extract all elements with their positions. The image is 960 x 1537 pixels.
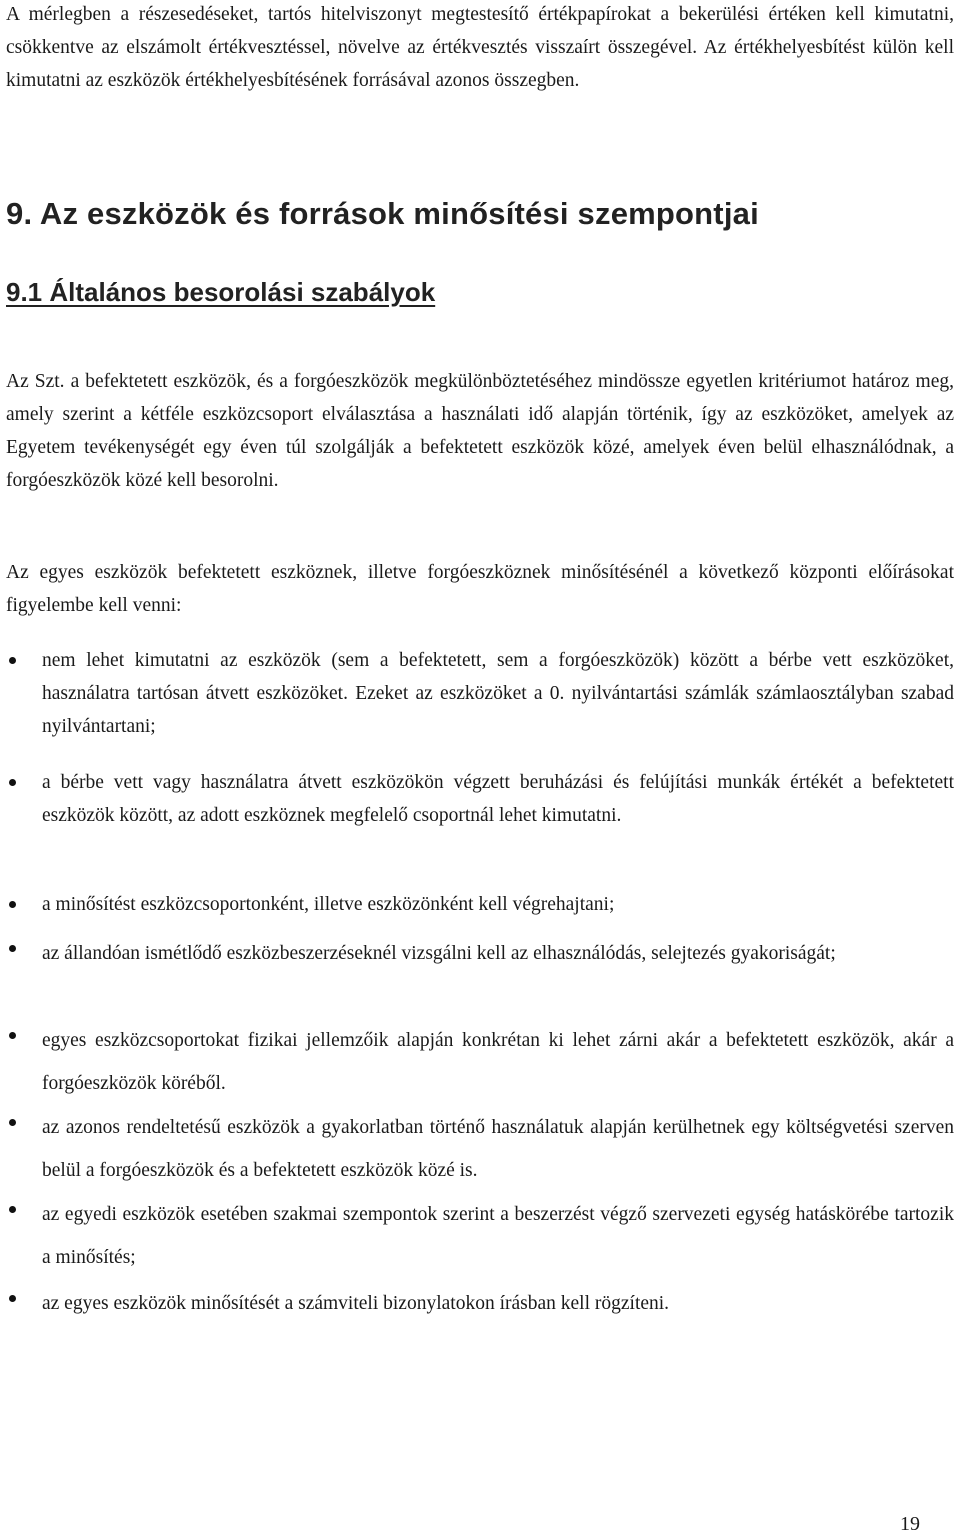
- bullet-icon: [9, 901, 16, 908]
- bullet-icon: [9, 657, 16, 664]
- list-item: [6, 1193, 954, 1279]
- list-item: [6, 1282, 954, 1325]
- intro-paragraph: A mérlegben a részesedéseket, tartós hitelviszonyt megtestesítő értékpapírokat a bekerülési értéken kell kimutatni, csökkentve az elszámolt értékvesztéssel, növelve az értékvesztés visszaírt összegével. Az értékhelyesbítést külön kell kimutatni az eszközök értékhelyesbítésének forrásával azonos összegben.: [6, 4, 954, 91]
- list-item-text: a bérbe vett vagy használatra átvett eszközökön végzett beruházási és felújítási munkák értékét a befektetett eszközök között, az adott eszköznek megfelelő csoportnál lehet kimutatni.: [42, 772, 954, 826]
- requirements-intro-paragraph: Az egyes eszközök befektetett eszköznek, illetve forgóeszköznek minősítésénél a következő központi előírásokat figyelembe kell venni:: [6, 562, 954, 616]
- list-item-text: az egyedi eszközök esetében szakmai szempontok szerint a beszerzést végző szervezeti egység hatáskörébe tartozik a minősítés;: [42, 1204, 954, 1268]
- list-item: [6, 888, 954, 921]
- list-item: [6, 932, 954, 975]
- list-item-text: az állandóan ismétlődő eszközbeszerzéseknél vizsgálni kell az elhasználódás, selejtezés gyakoriságát;: [42, 943, 836, 964]
- list-item-text: egyes eszközcsoportokat fizikai jellemzőik alapján konkrétan ki lehet zárni akár a befektetett eszközök, akár a forgóeszközök köréből.: [42, 1030, 954, 1094]
- bullet-icon: [9, 1032, 16, 1039]
- bullet-icon: [9, 1119, 16, 1126]
- bullet-icon: [9, 945, 16, 952]
- list-item: [6, 766, 954, 832]
- section-heading-9: 9. Az eszközök és források minősítési szempontjai: [6, 196, 759, 231]
- list-item-text: nem lehet kimutatni az eszközök (sem a befektetett, sem a forgóeszközök) között a bérbe vett eszközöket, használatra tartósan átvett eszközöket. Ezeket az eszközöket a 0. nyilvántartási számlák számlaosztályban szabad nyilvántartani;: [42, 650, 954, 737]
- list-item-text: az egyes eszközök minősítését a számviteli bizonylatokon írásban kell rögzíteni.: [42, 1293, 670, 1314]
- list-item-text: az azonos rendeltetésű eszközök a gyakorlatban történő használatuk alapján kerülhetnek egy költségvetési szerven belül a forgóeszközök és a befektetett eszközök közé is.: [42, 1117, 954, 1181]
- list-item: [6, 1019, 954, 1105]
- list-item: [6, 1106, 954, 1192]
- szt-paragraph: Az Szt. a befektetett eszközök, és a forgóeszközök megkülönböztetéséhez mindössze egyetlen kritériumot határoz meg, amely szerint a kétféle eszközcsoport elválasztása a használati idő alapján történik, így az eszközöket, amelyek az Egyetem tevékenységét egy éven túl szolgálják a befektetett eszközök közé, amelyek éven belül elhasználódnak, a forgóeszközök közé kell besorolni.: [6, 371, 954, 491]
- subsection-heading-9-1: 9.1 Általános besorolási szabályok: [6, 277, 436, 307]
- list-item-text: a minősítést eszközcsoportonként, illetve eszközönként kell végrehajtani;: [42, 894, 615, 915]
- page-number: 19: [900, 1513, 920, 1535]
- bullet-icon: [9, 1295, 16, 1302]
- bullet-icon: [9, 1206, 16, 1213]
- list-item: [6, 644, 954, 743]
- bullet-icon: [9, 779, 16, 786]
